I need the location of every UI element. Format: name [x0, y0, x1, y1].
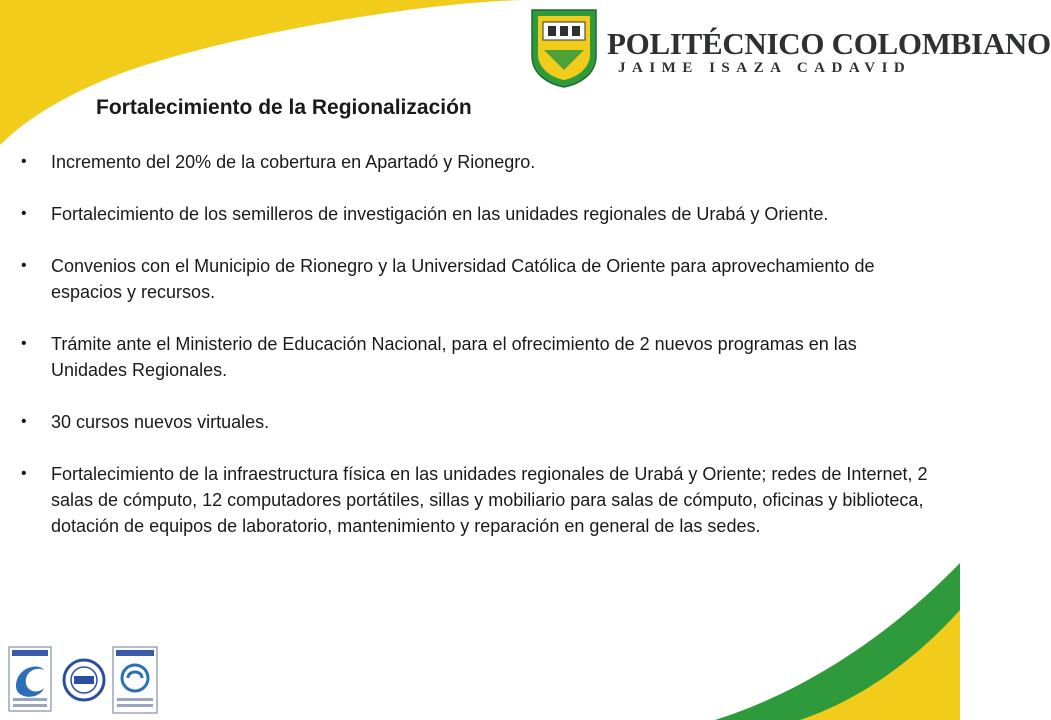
bullet-item	[20, 331, 935, 383]
bullet-item	[20, 409, 935, 435]
bullet-item	[20, 149, 935, 175]
bullet-item	[20, 201, 935, 227]
icontec-certification-icon	[8, 646, 52, 712]
institution-name: POLITÉCNICO COLOMBIANO	[607, 26, 1051, 61]
bullet-text: Convenios con el Municipio de Rionegro y la Universidad Católica de Oriente para aprovechamiento de espacios y recursos.	[51, 256, 875, 302]
bullet-item	[20, 461, 935, 539]
bullet-text: Incremento del 20% de la cobertura en Apartadó y Rionegro.	[51, 152, 536, 172]
icontec-gp-certification-icon	[112, 646, 158, 714]
bullet-text: Fortalecimiento de la infraestructura física en las unidades regionales de Urabá y Oriente; redes de Internet, 2 salas de cómputo, 12 computadores portátiles, sillas y mobiliario para salas de cómputo, oficinas y biblioteca, dotación de equipos de laboratorio, mantenimiento y reparación en general de las sedes.	[51, 464, 928, 536]
bullet-dot-icon: •	[21, 205, 27, 222]
bullet-dot-icon: •	[21, 257, 27, 274]
bullet-dot-icon: •	[21, 335, 27, 352]
bullet-text: 30 cursos nuevos virtuales.	[51, 412, 270, 432]
institution-shield-icon	[530, 8, 598, 88]
bullet-text: Fortalecimiento de los semilleros de investigación en las unidades regionales de Urabá y Oriente.	[51, 204, 829, 224]
bullet-list	[20, 149, 935, 565]
bullet-item	[20, 253, 935, 305]
bullet-text: Trámite ante el Ministerio de Educación Nacional, para el ofrecimiento de 2 nuevos programas en las Unidades Regionales.	[51, 334, 857, 380]
certification-logos	[8, 646, 168, 716]
institution-subtitle: JAIME ISAZA CADAVID	[618, 60, 912, 76]
bullet-dot-icon: •	[21, 413, 27, 430]
slide-title: Fortalecimiento de la Regionalización	[96, 96, 472, 119]
institution-logo	[530, 8, 1051, 90]
bullet-dot-icon: •	[21, 465, 27, 482]
iqnet-certification-icon	[62, 658, 106, 702]
bullet-dot-icon: •	[21, 153, 27, 170]
yellow-swoosh-band	[0, 0, 525, 145]
